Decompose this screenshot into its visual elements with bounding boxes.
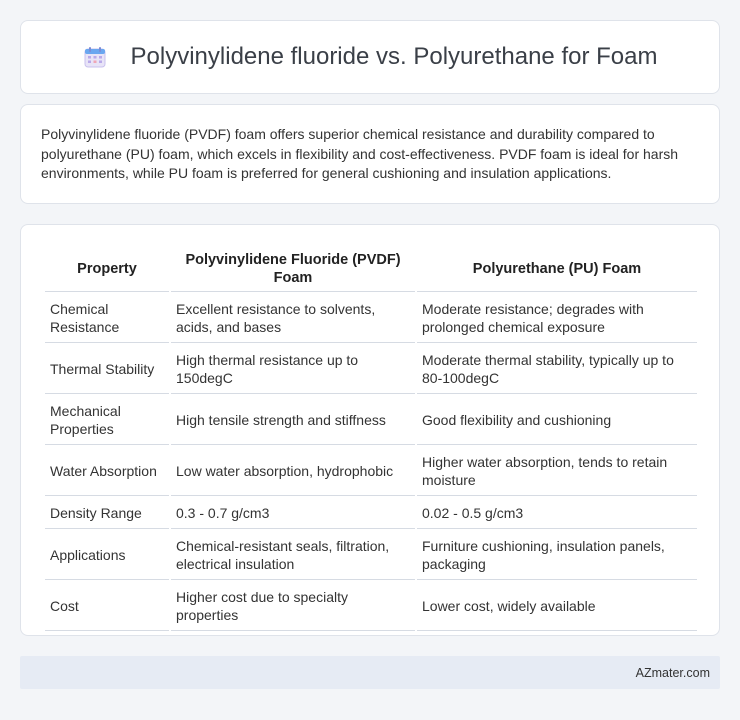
footer [20,656,720,689]
page-title: Polyvinylidene fluoride vs. Polyurethane for Foam [130,43,658,70]
table-row [45,345,697,394]
row-label: Water Absorption [45,447,169,496]
row-label: Mechanical Properties [45,396,169,445]
intro-paragraph: Polyvinylidene fluoride (PVDF) foam offers superior chemical resistance and durability compared to polyurethane (PU) foam, which excels in flexibility and cost-effectiveness. PVDF foam is ideal for harsh environments, while PU foam is preferred for general cushioning and insulation applications. [41,126,679,181]
header-pvdf: Polyvinylidene Fluoride (PVDF) Foam [171,247,415,292]
pvdf-cell: High tensile strength and stiffness [171,396,415,445]
row-label: Density Range [45,498,169,529]
table-row [45,531,697,580]
intro-card [20,104,720,204]
title-card [20,20,720,94]
pvdf-cell: Low water absorption, hydrophobic [171,447,415,496]
table-row [45,396,697,445]
pu-cell: Moderate thermal stability, typically up to 80-100degC [417,345,697,394]
pvdf-cell: Chemical-resistant seals, filtration, electrical insulation [171,531,415,580]
footer-site-link[interactable]: AZmater.com [635,665,710,680]
pu-cell: Lower cost, widely available [417,582,697,631]
row-label: Cost [45,582,169,631]
pu-cell: Good flexibility and cushioning [417,396,697,445]
table-row [45,498,697,529]
table-row [45,294,697,343]
table-row [45,582,697,631]
row-label: Chemical Resistance [45,294,169,343]
table-header-row [45,247,697,292]
calendar-icon [83,45,107,69]
row-label: Applications [45,531,169,580]
comparison-table [43,245,699,633]
pvdf-cell: High thermal resistance up to 150degC [171,345,415,394]
header-property: Property [45,247,169,292]
pu-cell: Furniture cushioning, insulation panels, packaging [417,531,697,580]
pvdf-cell: Higher cost due to specialty properties [171,582,415,631]
comparison-table-card [20,224,720,636]
pvdf-cell: Excellent resistance to solvents, acids, and bases [171,294,415,343]
pvdf-cell: 0.3 - 0.7 g/cm3 [171,498,415,529]
header-pu: Polyurethane (PU) Foam [417,247,697,292]
pu-cell: 0.02 - 0.5 g/cm3 [417,498,697,529]
pu-cell: Moderate resistance; degrades with prolonged chemical exposure [417,294,697,343]
pu-cell: Higher water absorption, tends to retain moisture [417,447,697,496]
title-wrap [83,43,658,71]
row-label: Thermal Stability [45,345,169,394]
table-row [45,447,697,496]
